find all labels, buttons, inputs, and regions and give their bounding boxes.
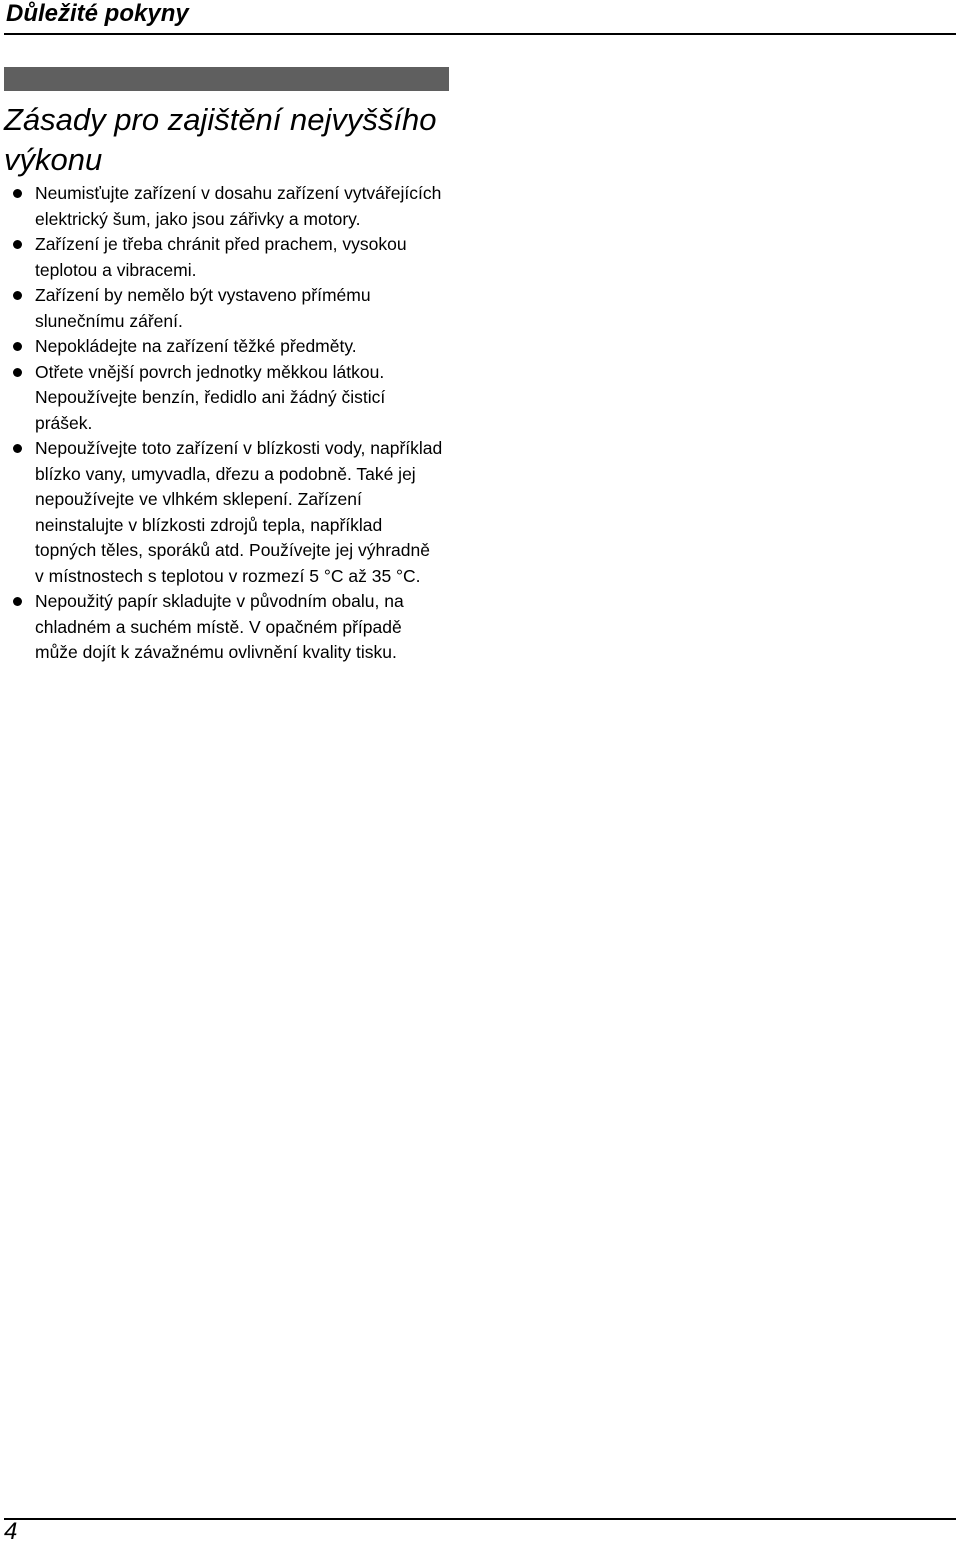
footer-divider — [4, 1518, 956, 1520]
list-item-text: Neumisťujte zařízení v dosahu zařízení vytvářejících elektrický šum, jako jsou zářivky a motory. — [35, 183, 442, 229]
list-item-text: Zařízení by nemělo být vystaveno přímému slunečnímu záření. — [35, 285, 371, 331]
bullet-icon — [13, 342, 22, 351]
bullet-icon — [13, 368, 22, 377]
page-number: 4 — [4, 1518, 18, 1545]
bullet-icon — [13, 291, 22, 300]
list-item-text: Nepoužívejte toto zařízení v blízkosti vody, například blízko vany, umyvadla, dřezu a podobně. Také jej nepoužívejte ve vlhkém sklepení. Zařízení neinstalujte v blízkosti zdrojů tepla, například topných těles, sporáků atd. Používejte jej výhradně v místnostech s teplotou v rozmezí 5 °C až 35 °C. — [35, 438, 443, 586]
list-item-text: Nepoužitý papír skladujte v původním obalu, na chladném a suchém místě. V opačném případě může dojít k závažnému ovlivnění kvality tisku. — [35, 591, 404, 662]
bullet-icon — [13, 444, 22, 453]
list-item — [0, 589, 470, 666]
list-item — [0, 436, 470, 589]
list-item-text: Otřete vnější povrch jednotky měkkou látkou. Nepoužívejte benzín, ředidlo ani žádný čisticí prášek. — [35, 361, 386, 433]
bullet-icon — [13, 189, 22, 198]
list-item — [0, 360, 470, 437]
list-item-text: Nepokládejte na zařízení těžké předměty. — [35, 336, 357, 356]
section-title: Zásady pro zajištění nejvyššího výkonu — [4, 102, 437, 177]
page-header-title: Důležité pokyny — [6, 0, 189, 27]
bullet-icon — [13, 240, 22, 249]
list-item — [0, 232, 470, 283]
instructions-list — [0, 181, 470, 666]
list-item — [0, 283, 470, 334]
list-item — [0, 334, 470, 360]
bullet-icon — [13, 597, 22, 606]
list-item — [0, 181, 470, 232]
section-header-bar — [4, 67, 449, 91]
list-item-text: Zařízení je třeba chránit před prachem, vysokou teplotou a vibracemi. — [35, 234, 407, 280]
header-divider — [4, 33, 956, 35]
